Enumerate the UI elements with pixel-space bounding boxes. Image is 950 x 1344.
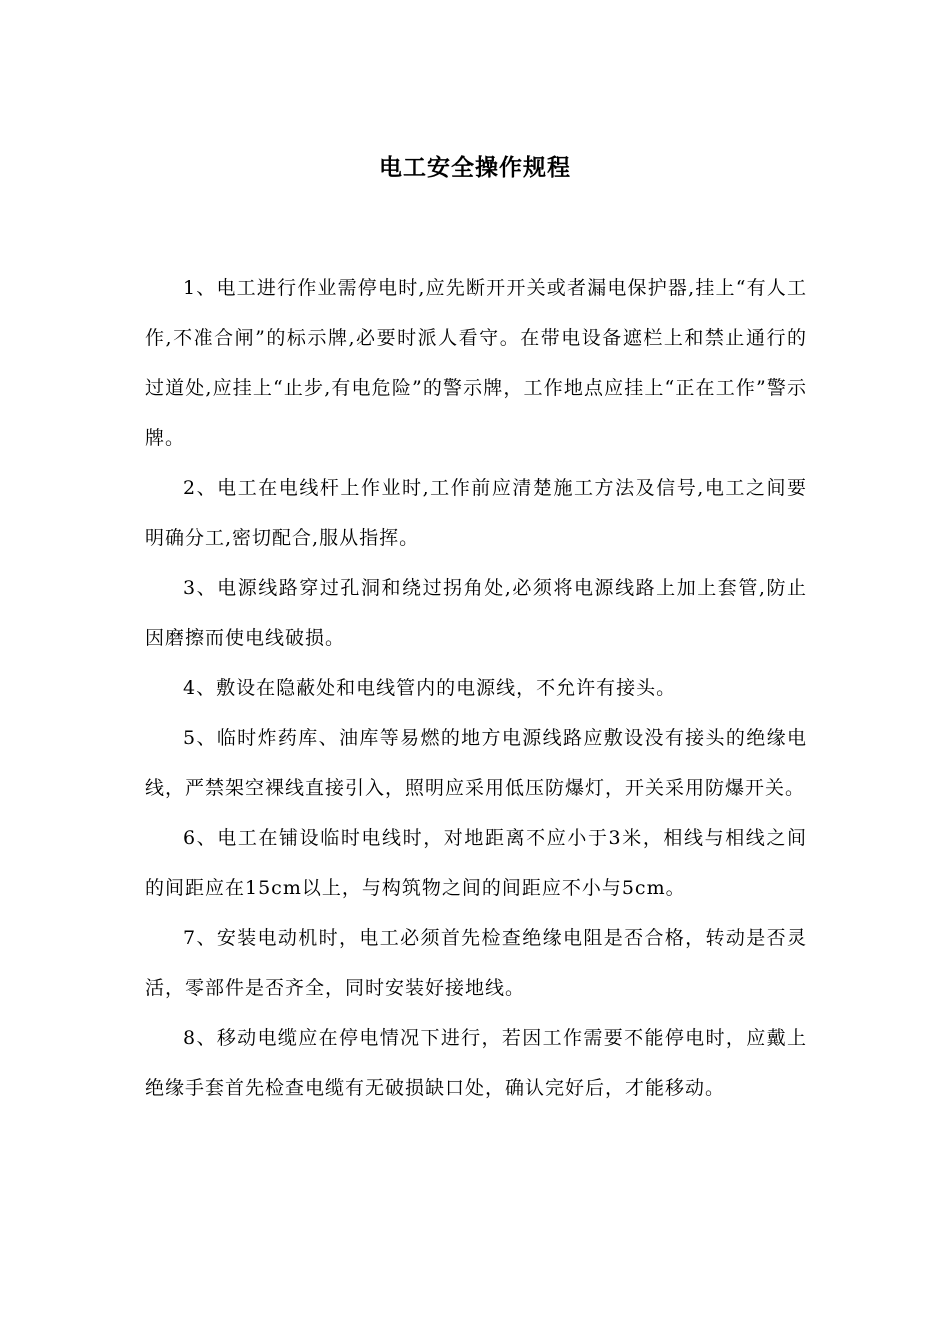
- rule-paragraph-1: 1、电工进行作业需停电时,应先断开开关或者漏电保护器,挂上“有人工作,不准合闸”的标示牌,必要时派人看守。在带电设备遮栏上和禁止通行的过道处,应挂上“止步,有电危险”的警示牌，工作地点应挂上“正在工作”警示牌。: [145, 277, 807, 449]
- rule-paragraph-8: 8、移动电缆应在停电情况下进行，若因工作需要不能停电时，应戴上绝缘手套首先检查电缆有无破损缺口处，确认完好后，才能移动。: [145, 1027, 807, 1099]
- rule-paragraph-5: 5、临时炸药库、油库等易燃的地方电源线路应敷设没有接头的绝缘电线，严禁架空裸线直接引入，照明应采用低压防爆灯，开关采用防爆开关。: [145, 727, 807, 799]
- rule-paragraph-2: 2、电工在电线杆上作业时,工作前应清楚施工方法及信号,电工之间要明确分工,密切配合,服从指挥。: [145, 477, 807, 549]
- page-title: 电工安全操作规程: [379, 155, 571, 181]
- rule-paragraph-4: 4、敷设在隐蔽处和电线管内的电源线，不允许有接头。: [183, 677, 677, 699]
- document-body: [145, 263, 807, 1113]
- rule-paragraph-7: 7、安装电动机时，电工必须首先检查绝缘电阻是否合格，转动是否灵活，零部件是否齐全，同时安装好接地线。: [145, 927, 807, 999]
- rule-paragraph-6: 6、电工在铺设临时电线时，对地距离不应小于3米，相线与相线之间的间距应在15cm以上，与构筑物之间的间距应不小与5cm。: [145, 827, 807, 899]
- rule-paragraph-3: 3、电源线路穿过孔洞和绕过拐角处,必须将电源线路上加上套管,防止因磨擦而使电线破损。: [145, 577, 807, 649]
